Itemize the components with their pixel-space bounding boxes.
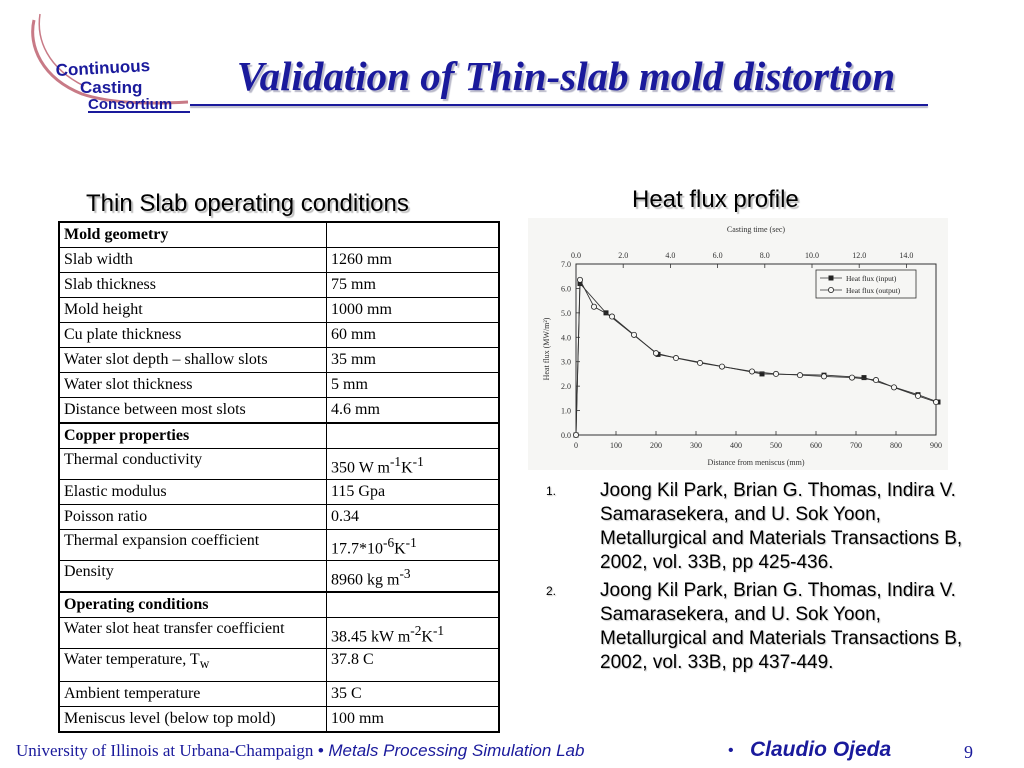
section-label: Mold geometry [59,222,327,248]
table-row [59,273,499,298]
value-exponent: -1 [389,453,402,469]
table-row [59,248,499,273]
section-value [327,592,500,618]
table-row [59,592,499,618]
x-tick-label: 500 [770,441,782,450]
table-row [59,423,499,449]
x-tick-label: 900 [930,441,942,450]
legend-label-output: Heat flux (output) [846,286,901,295]
property-label: Water slot heat transfer coefficient [59,618,327,649]
property-label: Mold height [59,298,327,323]
y-tick-label: 6.0 [561,284,571,294]
footer-lab: • Metals Processing Simulation Lab [317,741,585,760]
references-list [546,479,986,679]
value-unit: K [401,459,413,476]
data-point-output [749,369,754,374]
value-exponent: -3 [399,565,411,581]
logo-line-1: Continuous [55,56,151,80]
property-label: Ambient temperature [59,682,327,707]
legend-label-input: Heat flux (input) [846,274,897,283]
legend-marker-output [828,287,833,292]
section-value [327,423,500,449]
table-row [59,707,499,733]
title-divider [190,104,928,106]
data-point-output [797,373,802,378]
property-value: 1000 mm [327,298,500,323]
property-value: 75 mm [327,273,500,298]
property-label: Thermal expansion coefficient [59,530,327,561]
property-value: 60 mm [327,323,500,348]
table-row [59,222,499,248]
data-point-output [653,351,658,356]
property-label: Meniscus level (below top mold) [59,707,327,733]
section-label: Copper properties [59,423,327,449]
top-tick-label: 0.0 [571,251,581,260]
logo-line-2: Casting [80,78,143,97]
top-tick-label: 4.0 [665,251,676,260]
heat-flux-chart-svg [528,218,948,470]
property-label: Thermal conductivity [59,449,327,480]
value-exponent: -1 [405,534,417,550]
property-label: Density [59,561,327,593]
property-value [327,561,500,593]
table-row [59,682,499,707]
top-tick-label: 14.0 [899,251,914,260]
data-point-output [591,304,596,309]
y-tick-label: 4.0 [561,333,571,343]
footer-university: University of Illinois at Urbana-Champaign [16,741,314,760]
data-point-output [891,385,896,390]
slide-title: Validation of Thin-slab mold distortion [236,53,896,99]
property-label: Poisson ratio [59,505,327,530]
operating-conditions-table [58,221,500,733]
property-label: Elastic modulus [59,480,327,505]
property-value [327,618,500,649]
top-tick-label: 10.0 [805,251,819,260]
value-exponent: -2 [410,622,422,638]
x-tick-label: 300 [690,441,702,450]
chart-heading: Heat flux profile [632,186,799,213]
top-tick-label: 2.0 [618,251,629,260]
table-row [59,323,499,348]
value-text: 350 W m [331,459,390,476]
page-number: 9 [964,742,973,762]
x-tick-label: 200 [650,441,662,450]
y-tick-label: 1.0 [561,406,571,416]
footer-affiliation [16,741,584,761]
x-tick-label: 400 [730,441,742,450]
property-value: 37.8 C [327,649,500,682]
table-row [59,373,499,398]
data-point-output [577,277,582,282]
data-point-output [915,393,920,398]
series-line-input [576,284,938,436]
series-line-output [576,280,936,435]
y-tick-label: 7.0 [561,260,571,269]
property-value: 1260 mm [327,248,500,273]
value-unit: K [394,540,406,557]
property-value: 0.34 [327,505,500,530]
property-value: 115 Gpa [327,480,500,505]
reference-text: Joong Kil Park, Brian G. Thomas, Indira V. Samarasekera, and U. Sok Yoon, Metallurgical and Materials Transactions B, 2002, vol. 33B, pp 425-436. [600,480,963,573]
reference-item [546,479,986,575]
table-row [59,649,499,682]
value-text: 17.7*10 [331,540,383,557]
y-axis-label: Heat flux (MW/m²) [542,317,551,381]
property-label: Water slot thickness [59,373,327,398]
logo-line-3: Consortium [88,96,173,113]
table-row [59,398,499,424]
x-tick-label: 100 [610,441,622,450]
table-row [59,561,499,593]
table-row [59,449,499,480]
data-point-output [573,432,578,437]
label-subscript: w [199,656,210,672]
reference-number: 1. [546,484,557,498]
y-tick-label: 3.0 [561,357,571,367]
property-value: 35 mm [327,348,500,373]
property-label: Cu plate thickness [59,323,327,348]
top-axis-label: Casting time (sec) [726,225,786,234]
data-point-output [773,371,778,376]
property-value: 4.6 mm [327,398,500,424]
x-tick-label: 800 [890,441,902,450]
footer-bullet: • [728,742,734,759]
table-row [59,480,499,505]
label-text: Water temperature, T [64,651,200,668]
value-text: 38.45 kW m [331,628,411,645]
value-unit: K [421,628,433,645]
data-point-output [933,399,938,404]
reference-number: 2. [546,584,557,598]
property-value: 100 mm [327,707,500,733]
reference-item [546,579,986,675]
table-row [59,505,499,530]
value-exponent: -1 [412,453,424,469]
chart-legend [816,270,916,298]
property-value [327,449,500,480]
property-value [327,530,500,561]
property-label: Distance between most slots [59,398,327,424]
property-value: 35 C [327,682,500,707]
x-tick-label: 700 [850,441,862,450]
data-point-output [821,374,826,379]
table-heading: Thin Slab operating conditions [86,190,409,217]
property-label: Water slot depth – shallow slots [59,348,327,373]
top-tick-label: 12.0 [852,251,867,260]
top-tick-label: 8.0 [759,251,770,260]
x-tick-label: 600 [810,441,822,450]
value-exponent: -6 [383,534,395,550]
x-axis-label: Distance from meniscus (mm) [707,458,805,467]
data-point-output [631,332,636,337]
value-exponent: -1 [432,622,445,638]
property-label [59,649,327,682]
table-row [59,298,499,323]
legend-marker-input [829,276,834,281]
data-point-output [609,314,614,319]
top-tick-label: 6.0 [712,251,723,260]
section-label: Operating conditions [59,592,327,618]
x-tick-label: 0 [574,441,578,450]
data-point-output [849,375,854,380]
property-value: 5 mm [327,373,500,398]
y-tick-label: 2.0 [561,382,571,392]
table-row [59,618,499,649]
data-point-output [873,377,878,382]
table-row [59,530,499,561]
reference-text: Joong Kil Park, Brian G. Thomas, Indira V. Samarasekera, and U. Sok Yoon, Metallurgical and Materials Transactions B, 2002, vol. 33B, pp 437-449. [600,580,963,673]
table-row [59,348,499,373]
consortium-logo [22,6,192,116]
heat-flux-chart [528,218,948,470]
data-point-output [719,364,724,369]
data-point-output [673,355,678,360]
value-text: 8960 kg m [331,571,400,588]
data-point-output [697,360,702,365]
section-value [327,222,500,248]
property-label: Slab width [59,248,327,273]
y-tick-label: 5.0 [561,308,571,318]
property-label: Slab thickness [59,273,327,298]
y-tick-label: 0.0 [561,431,571,440]
footer-author: Claudio Ojeda [750,738,892,761]
